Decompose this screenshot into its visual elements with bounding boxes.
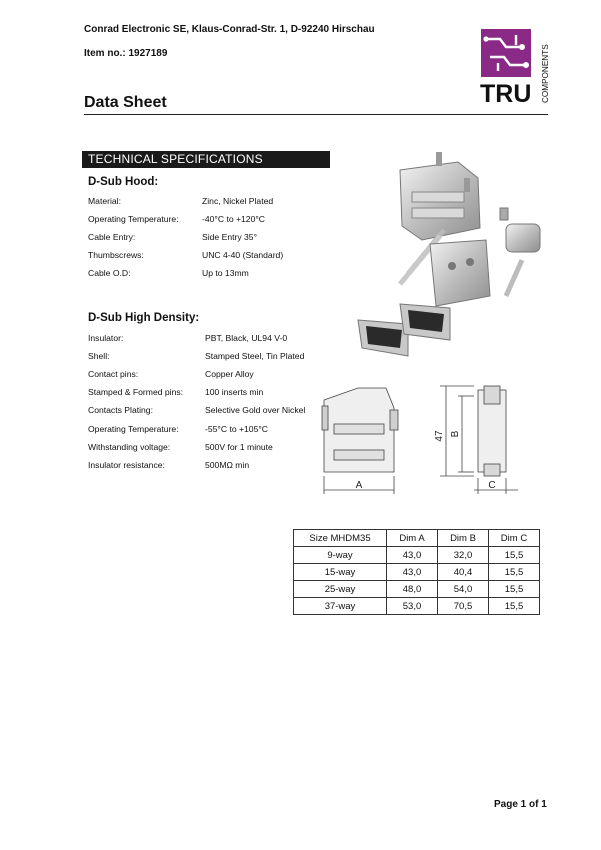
spec-label: Withstanding voltage: — [88, 441, 171, 452]
spec-value: UNC 4-40 (Standard) — [202, 250, 284, 261]
table-cell: 54,0 — [438, 581, 489, 598]
spec-row — [88, 333, 328, 351]
spec-row — [88, 268, 328, 286]
table-cell: 9-way — [294, 547, 387, 564]
spec-label: Cable Entry: — [88, 232, 136, 243]
spec-label: Shell: — [88, 351, 110, 362]
table-header-cell: Dim B — [438, 530, 489, 547]
item-number: Item no.: 1927189 — [84, 48, 168, 59]
page-title: Data Sheet — [84, 94, 167, 111]
spec-row — [88, 460, 328, 478]
spec-row — [88, 351, 328, 369]
product-photo — [340, 148, 546, 370]
table-header-cell: Dim C — [489, 530, 540, 547]
spec-value: -55°C to +105°C — [205, 423, 269, 434]
spec-label: Contact pins: — [88, 369, 139, 380]
spec-label: Insulator resistance: — [88, 459, 165, 470]
table-cell: 53,0 — [387, 598, 438, 615]
spec-value: Copper Alloy — [205, 369, 254, 380]
table-cell: 48,0 — [387, 581, 438, 598]
spec-label: Stamped & Formed pins: — [88, 387, 184, 398]
spec-label: Insulator: — [88, 333, 124, 343]
spec-row — [88, 214, 328, 232]
spec-label: Contacts Plating: — [88, 405, 153, 416]
table-row — [294, 564, 540, 581]
spec-value: Stamped Steel, Tin Plated — [205, 351, 305, 362]
dimensions-table — [293, 529, 540, 615]
table-cell: 15,5 — [489, 598, 540, 615]
hood-section-title: D-Sub Hood: — [88, 176, 159, 188]
spec-row — [88, 387, 328, 405]
spec-row — [88, 442, 328, 460]
spec-value: -40°C to +120°C — [202, 214, 266, 225]
table-cell: 25-way — [294, 581, 387, 598]
dim-label-c: C — [488, 480, 496, 491]
hd-section-title: D-Sub High Density: — [88, 312, 200, 324]
spec-value: 100 inserts min — [205, 387, 264, 398]
logo-brand: TRU — [480, 80, 532, 105]
table-cell: 43,0 — [387, 547, 438, 564]
spec-row — [88, 196, 328, 214]
dim-label-b: B — [450, 430, 461, 438]
table-cell: 15-way — [294, 564, 387, 581]
table-row — [294, 547, 540, 564]
spec-value: Side Entry 35° — [202, 232, 258, 243]
spec-value: 500MΩ min — [205, 459, 250, 470]
spec-label: Material: — [88, 196, 121, 206]
table-cell: 37-way — [294, 598, 387, 615]
table-cell: 32,0 — [438, 547, 489, 564]
table-cell: 43,0 — [387, 564, 438, 581]
spec-label: Cable O.D: — [88, 268, 131, 279]
spec-value: Zinc, Nickel Plated — [202, 196, 274, 206]
spec-row — [88, 369, 328, 387]
spec-row — [88, 250, 328, 268]
tru-components-logo — [478, 27, 552, 105]
header-divider — [84, 114, 548, 115]
table-cell: 15,5 — [489, 581, 540, 598]
circuit-logo-icon — [481, 29, 531, 77]
table-header-cell: Size MHDM35 — [294, 530, 387, 547]
tech-spec-heading: TECHNICAL SPECIFICATIONS — [82, 151, 330, 168]
spec-row — [88, 232, 328, 250]
spec-label: Thumbscrews: — [88, 250, 144, 261]
table-header-row — [294, 530, 540, 547]
company-address: Conrad Electronic SE, Klaus-Conrad-Str. 1, D-92240 Hirschau — [84, 24, 375, 35]
dim-label-47: 47 — [434, 430, 445, 442]
spec-value: Up to 13mm — [202, 268, 249, 279]
table-row — [294, 598, 540, 615]
spec-row — [88, 424, 328, 442]
logo-sub: COMPONENTS — [541, 44, 550, 103]
spec-label: Operating Temperature: — [88, 214, 179, 225]
table-row — [294, 581, 540, 598]
table-cell: 15,5 — [489, 547, 540, 564]
spec-value: PBT, Black, UL94 V-0 — [205, 333, 288, 343]
table-header-cell: Dim A — [387, 530, 438, 547]
spec-value: 500V for 1 minute — [205, 441, 273, 452]
spec-value: Selective Gold over Nickel — [205, 405, 306, 416]
spec-label: Operating Temperature: — [88, 423, 179, 434]
dim-label-a: A — [355, 480, 363, 491]
table-cell: 15,5 — [489, 564, 540, 581]
table-cell: 40,4 — [438, 564, 489, 581]
page-number: Page 1 of 1 — [494, 799, 547, 810]
spec-row — [88, 405, 328, 423]
dimension-drawing — [318, 378, 548, 496]
table-cell: 70,5 — [438, 598, 489, 615]
